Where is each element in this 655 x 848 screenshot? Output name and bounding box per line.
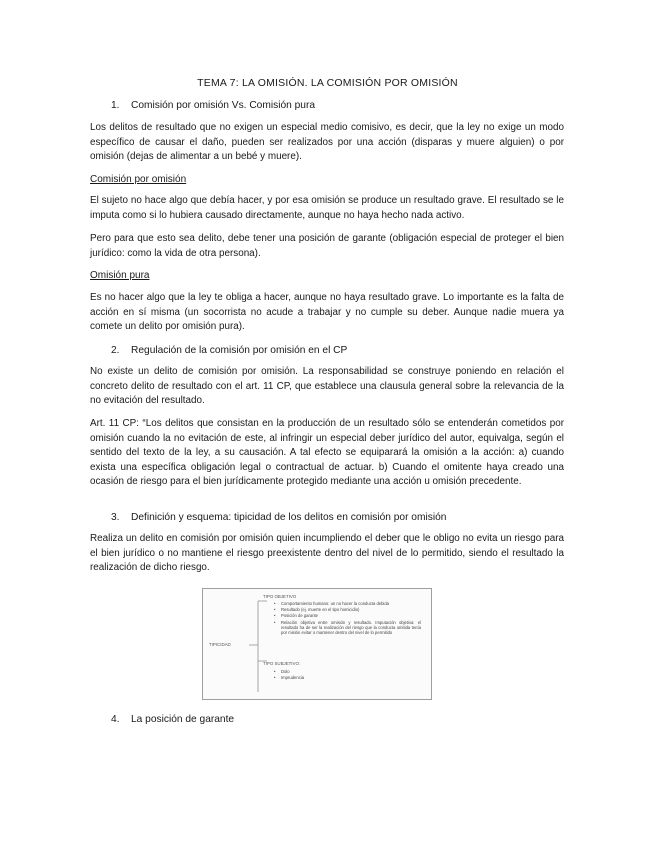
section-number: 3. xyxy=(111,512,120,523)
section-number: 1. xyxy=(111,100,120,111)
section-title: Comisión por omisión Vs. Comisión pura xyxy=(131,100,316,111)
diagram-subjective-title: TIPO SUBJETIVO: xyxy=(263,661,301,666)
subheading-comision-por-omision: Comisión por omisión xyxy=(90,174,187,185)
section-heading-1 xyxy=(111,100,315,111)
section-heading-2 xyxy=(111,345,347,356)
paragraph-art-11: Art. 11 CP: “Los delitos que consistan en la producción de un resultado sólo se entenderán cometidos por omisión cuando la no evitación de este, al infringir un especial deber jurídico del autor, equivalga, según el sentido del texto de la ley, a su causación. A tal efecto se equiparará la omisión a la acción: a) cuando exista una específica obligación legal o contractual de actuar. b) Cuando el omitente haya creado una ocasión de riesgo para el bien jurídicamente protegido mediante una acción u omisión precedente. xyxy=(90,418,564,488)
diagram-objective-title: TIPO OBJETIVO xyxy=(263,594,297,599)
section-number: 4. xyxy=(111,714,120,725)
diagram-subjective-item: • Dolo xyxy=(281,669,290,674)
tipicidad-diagram xyxy=(202,588,432,700)
section-title: La posición de garante xyxy=(131,714,235,725)
paragraph: Los delitos de resultado que no exigen un especial medio comisivo, es decir, que la ley no exige un modo específico de causar el daño, pueden ser realizados por una acción (disparas y muere alguien) o por omisión (dejas de alimentar a un bebé y muere). xyxy=(90,122,564,163)
diagram-objective-item: • Comportamiento humano: un no hacer la conducta debida xyxy=(281,601,421,606)
diagram-objective-item: • Relación objetiva entre omisión y resultado. Imputación objetiva: el resultado ha de ser la realización del riesgo que la conducta omitida tenía por misión evitar o mantener dentro del nivel de lo permitido xyxy=(281,620,421,636)
diagram-root-label: TIPICIDAD xyxy=(209,642,231,647)
diagram-objective-item: • Posición de garante xyxy=(281,613,421,618)
document-title: TEMA 7: LA OMISIÓN. LA COMISIÓN POR OMISIÓN xyxy=(197,77,458,89)
section-title: Definición y esquema: tipicidad de los delitos en comisión por omisión xyxy=(131,512,447,523)
section-number: 2. xyxy=(111,345,120,356)
subheading-omision-pura: Omisión pura xyxy=(90,270,150,281)
diagram-objective-item: • Resultado (ej. muerte en el tipo homicidio) xyxy=(281,607,421,612)
section-title: Regulación de la comisión por omisión en el CP xyxy=(131,345,348,356)
paragraph: Pero para que esto sea delito, debe tener una posición de garante (obligación especial de proteger el bien jurídico: como la vida de otra persona). xyxy=(90,233,564,259)
section-heading-3 xyxy=(111,512,446,523)
paragraph: Es no hacer algo que la ley te obliga a hacer, aunque no haya resultado grave. Lo importante es la falta de acción en sí misma (un socorrista no acude a trabajar y no cumple su deber. Aunque nadie muera ya comete un delito por omisión pura). xyxy=(90,292,564,333)
paragraph: Realiza un delito en comisión por omisión quien incumpliendo el deber que le obligo no evita un riesgo para el bien jurídico o no mantiene el riesgo preexistente dentro del nivel de lo permitido, siendo el resultado la realización de dicho riesgo. xyxy=(90,533,564,574)
section-heading-4 xyxy=(111,714,234,725)
paragraph: No existe un delito de comisión por omisión. La responsabilidad se construye poniendo en relación el concreto delito de resultado con el art. 11 CP, que establece una clausula general sobre la relevancia de la no evitación del resultado. xyxy=(90,366,564,407)
diagram-subjective-item: • Imprudencia xyxy=(281,675,304,680)
paragraph: El sujeto no hace algo que debía hacer, y por esa omisión se produce un resultado grave. El resultado se le imputa como si lo hubiera causado directamente, aunque no haya hecho nada activo. xyxy=(90,195,564,221)
